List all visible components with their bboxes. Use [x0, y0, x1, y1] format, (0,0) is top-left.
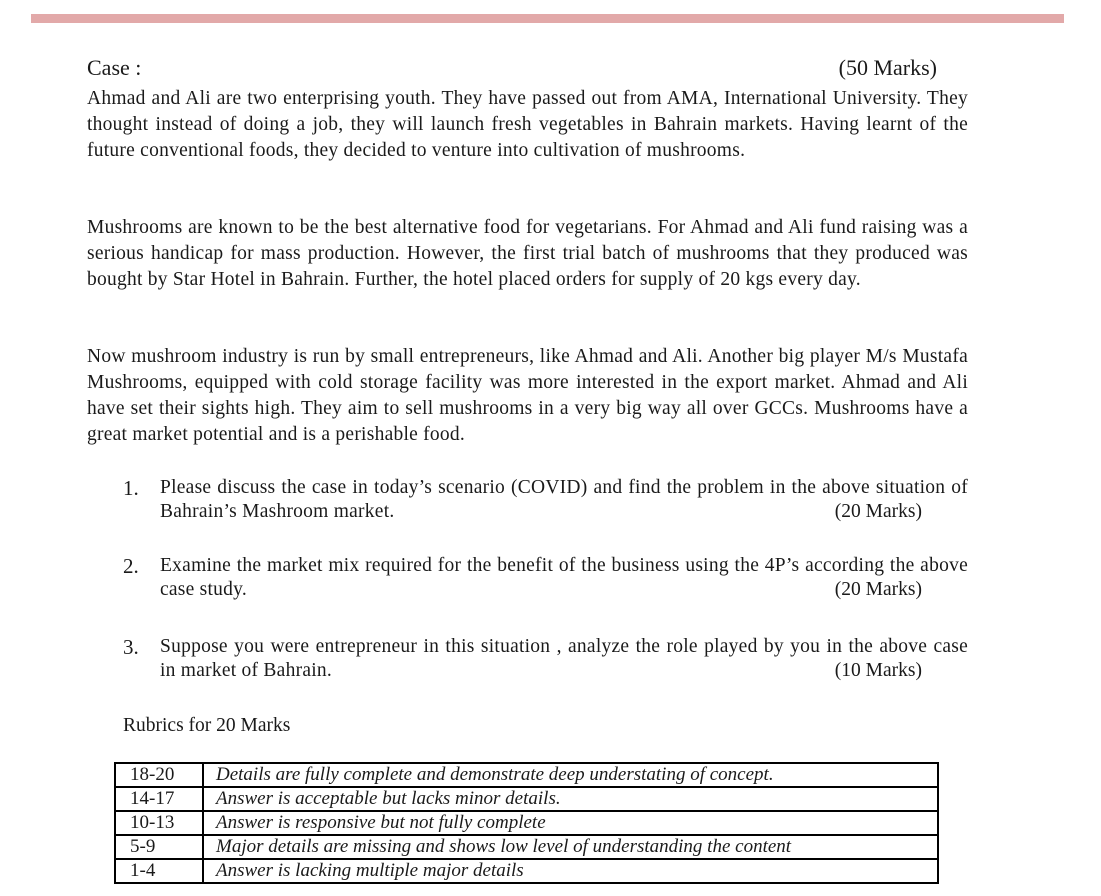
case-label: Case :	[87, 55, 142, 80]
question-text: Suppose you were entrepreneur in this situation , analyze the role played by you in the above case in market of Bahrain.	[160, 636, 968, 681]
case-paragraph-2: Mushrooms are known to be the best alternative food for vegetarians. For Ahmad and Ali fund raising was a serious handicap for mass production. However, the first trial batch of mushrooms that they produced was bought by Star Hotel in Bahrain. Further, the hotel placed orders for supply of 20 kgs every day.	[87, 217, 968, 290]
case-paragraph-3: Now mushroom industry is run by small entrepreneurs, like Ahmad and Ali. Another big player M/s Mustafa Mushrooms, equipped with cold storage facility was more interested in the export market. Ahmad and Ali have set their sights high. They aim to sell mushrooms in a very big way all over GCCs. Mushrooms have a great market potential and is a perishable food.	[87, 346, 968, 445]
table-row	[115, 859, 938, 883]
question-text: Examine the market mix required for the benefit of the business using the 4P’s according the above case study.	[160, 555, 968, 600]
rubrics-title: Rubrics for 20 Marks	[123, 715, 291, 736]
rubric-range: 5-9	[115, 835, 203, 859]
rubric-description: Answer is responsive but not fully complete	[203, 811, 938, 835]
rubric-description: Details are fully complete and demonstrate deep understating of concept.	[203, 763, 938, 787]
header-accent-bar	[31, 14, 1064, 23]
question-marks: (20 Marks)	[834, 579, 922, 600]
rubric-description: Major details are missing and shows low level of understanding the content	[203, 835, 938, 859]
question-1	[123, 476, 968, 524]
table-row	[115, 787, 938, 811]
table-row	[115, 811, 938, 835]
rubric-description: Answer is acceptable but lacks minor details.	[203, 787, 938, 811]
table-row	[115, 763, 938, 787]
question-text: Please discuss the case in today’s scenario (COVID) and find the problem in the above situation of Bahrain’s Mashroom market.	[160, 477, 968, 522]
question-3	[123, 635, 968, 683]
rubric-description: Answer is lacking multiple major details	[203, 859, 938, 883]
case-paragraph-1: Ahmad and Ali are two enterprising youth. They have passed out from AMA, International University. They thought instead of doing a job, they will launch fresh vegetables in Bahrain markets. Having learnt of the future conventional foods, they decided to venture into cultivation of mushrooms.	[87, 88, 968, 161]
case-heading	[87, 54, 937, 82]
rubric-range: 10-13	[115, 811, 203, 835]
rubric-range: 1-4	[115, 859, 203, 883]
question-2	[123, 554, 968, 602]
question-number: 1.	[123, 476, 139, 500]
table-row	[115, 835, 938, 859]
question-marks: (20 Marks)	[834, 501, 922, 522]
question-marks: (10 Marks)	[834, 660, 922, 681]
case-total-marks: (50 Marks)	[838, 55, 937, 80]
question-number: 3.	[123, 635, 139, 659]
rubric-range: 18-20	[115, 763, 203, 787]
question-number: 2.	[123, 554, 139, 578]
rubric-range: 14-17	[115, 787, 203, 811]
rubrics-table	[114, 762, 939, 884]
